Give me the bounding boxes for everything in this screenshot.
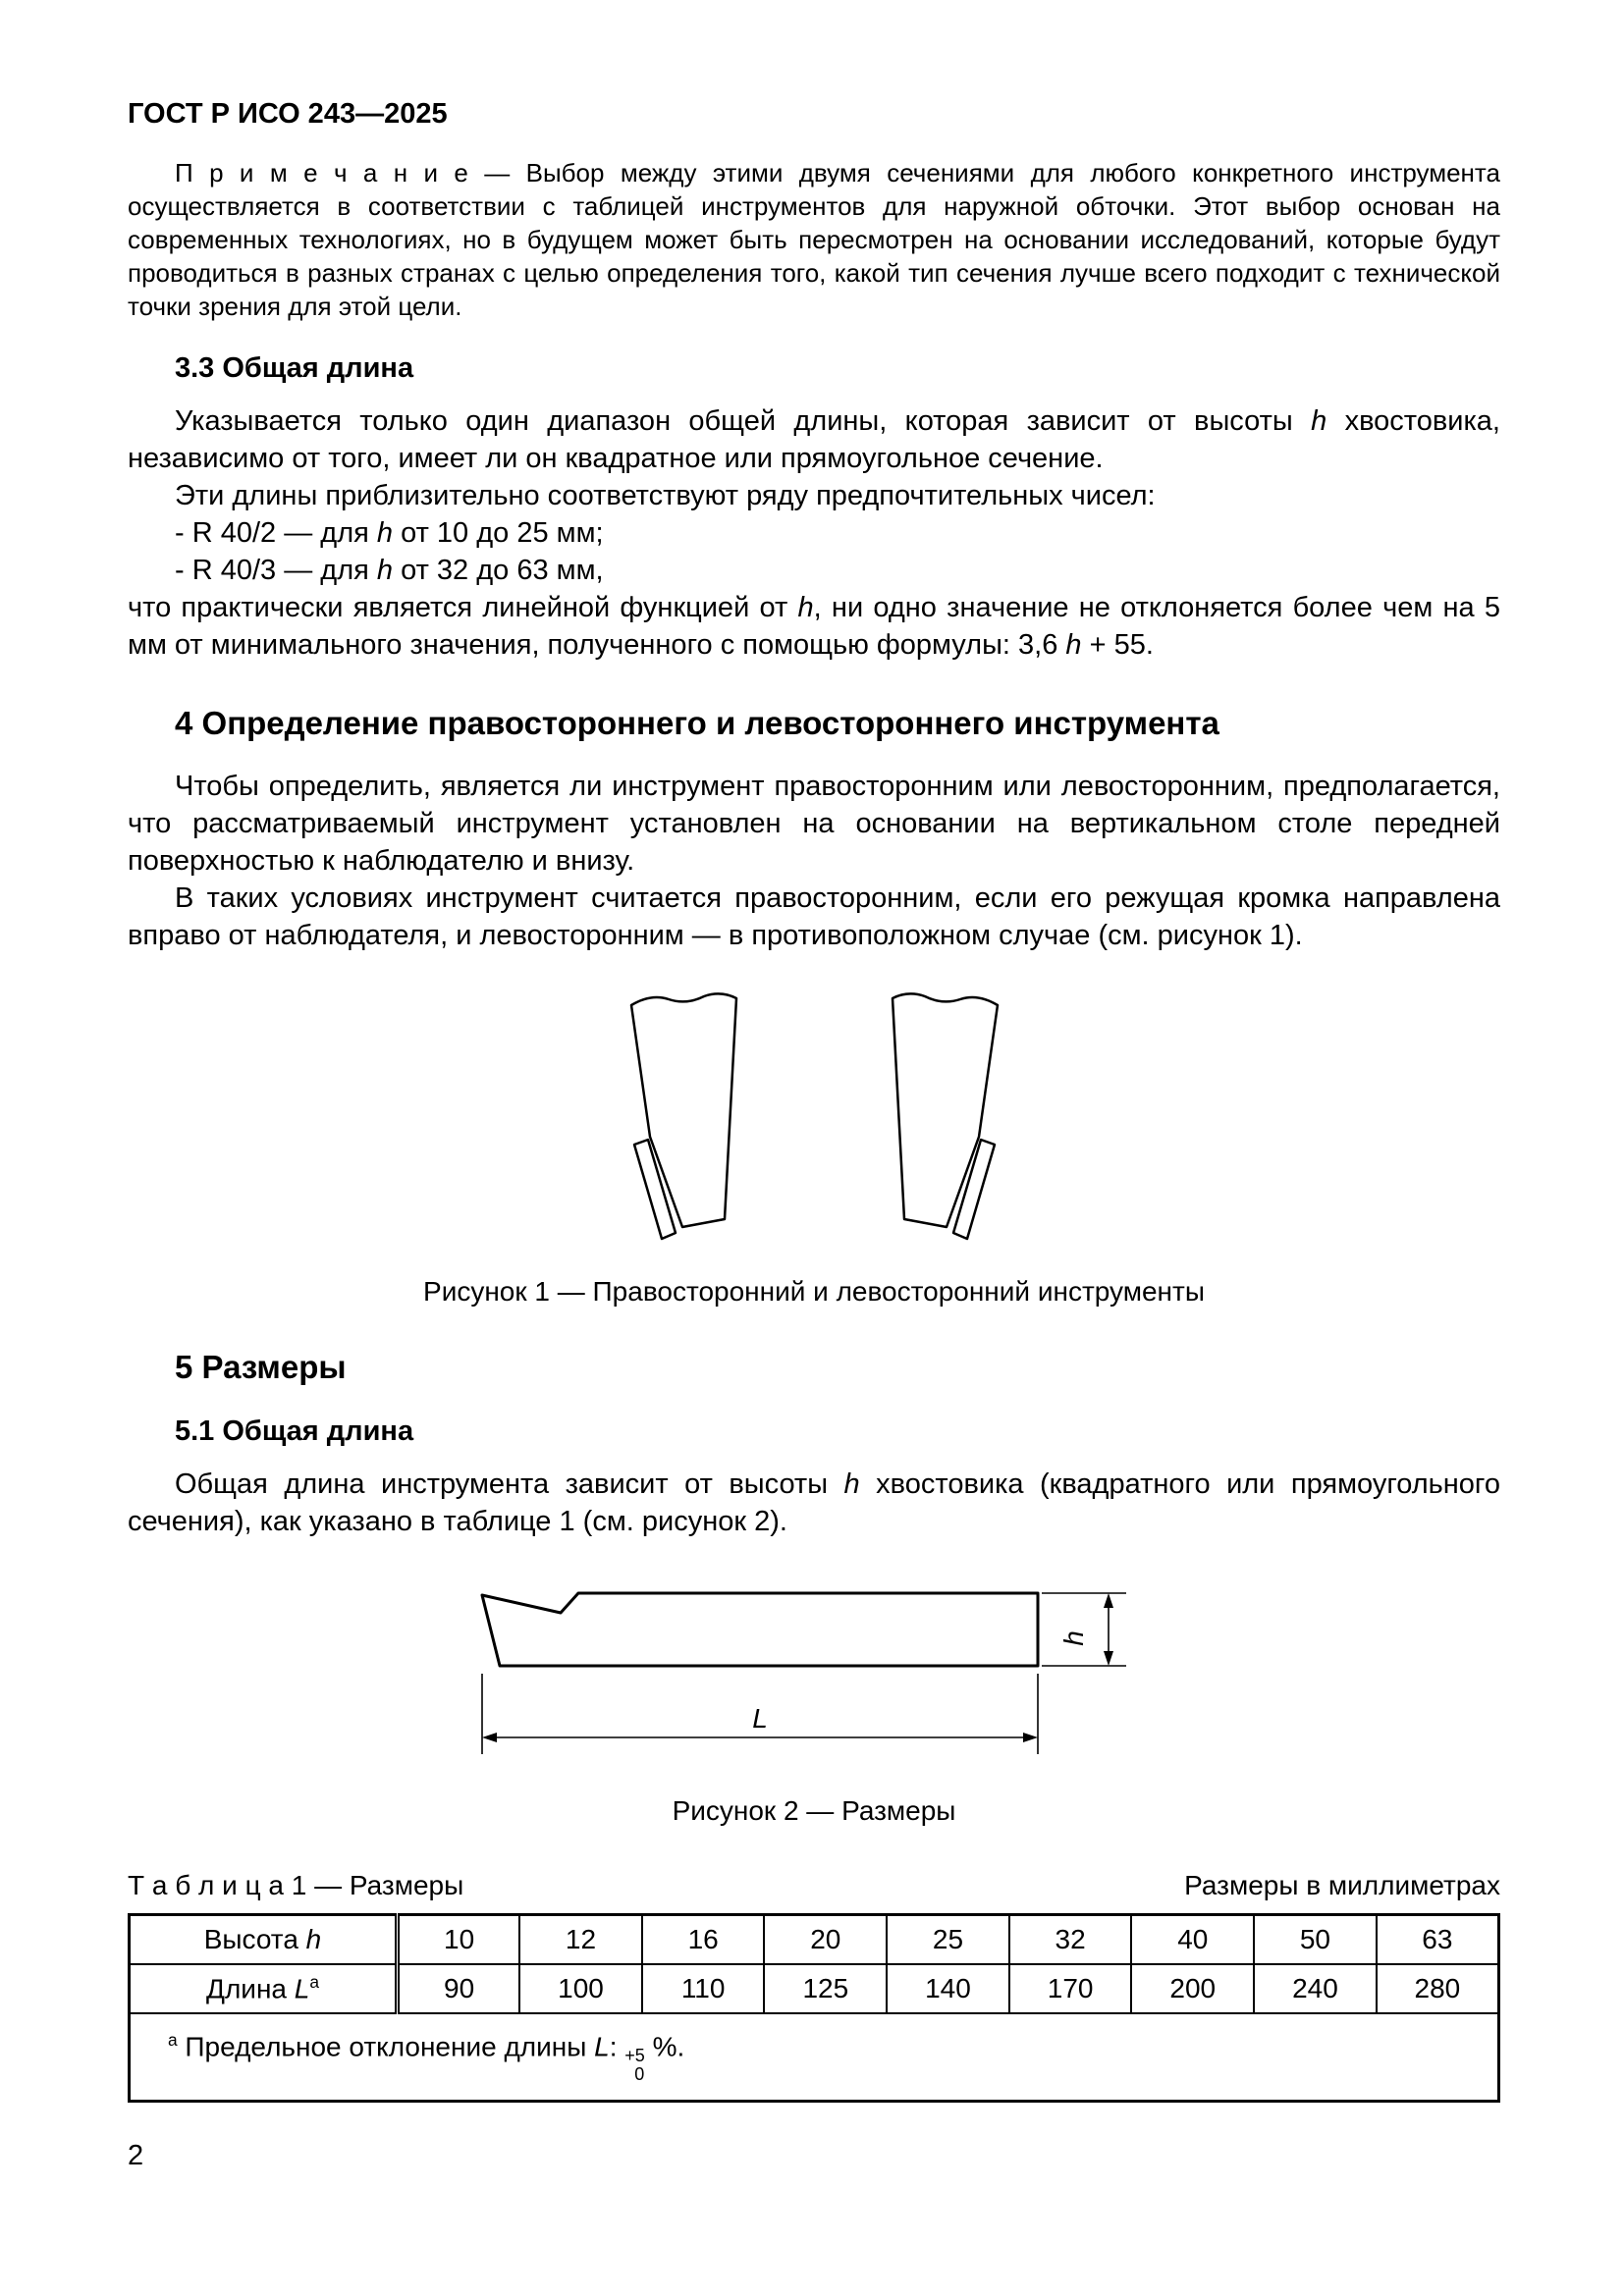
- length-value-cell: 140: [887, 1964, 1009, 2013]
- paragraph-section4-1: Чтобы определить, является ли инструмент правосторонним или левосторонним, предполагается, что рассматриваемый инструмент установлен на основании на вертикальном столе передней поверхностью к наблюдателю и внизу.: [128, 771, 1500, 877]
- table-caption-row: [128, 1870, 1500, 1901]
- text-run: Предельное отклонение длины: [177, 2030, 595, 2061]
- length-value-cell: 100: [519, 1964, 642, 2013]
- paragraph-section5-1: [128, 1466, 1500, 1540]
- note-label: П р и м е ч а н и е: [175, 158, 468, 187]
- footnote-marker: a: [309, 1971, 319, 1992]
- length-value-cell: 90: [398, 1964, 520, 2013]
- table-1-block: [128, 1870, 1500, 2103]
- tolerance-stack: [624, 2047, 645, 2084]
- paragraph-section4-2: В таких условиях инструмент считается правосторонним, если его режущая кромка направлена вправо от наблюдателя, и левосторонним — в противоположном случае (см. рисунок 1).: [128, 882, 1500, 951]
- arrowhead-down: [1104, 1651, 1113, 1666]
- note-paragraph: [128, 156, 1500, 323]
- table-row-length: [130, 1964, 1499, 2013]
- dimension-label-L: L: [752, 1703, 768, 1734]
- arrowhead-left: [482, 1733, 497, 1742]
- tool-side-outline: [482, 1593, 1038, 1666]
- right-side-tool-drawing: [596, 988, 763, 1253]
- footnote-marker: a: [168, 2029, 178, 2050]
- text-run: :: [609, 2030, 625, 2061]
- length-value-cell: 110: [642, 1964, 765, 2013]
- text-run: + 55.: [1081, 629, 1154, 661]
- variable-h: h: [305, 1923, 322, 1954]
- text-run: от 10 до 25 мм;: [393, 517, 604, 549]
- text-run: Указывается только один диапазон общей длины, которая зависит от высоты: [175, 405, 1312, 437]
- height-value-cell: 32: [1009, 1915, 1132, 1964]
- arrowhead-up: [1104, 1593, 1113, 1608]
- height-value-cell: 20: [764, 1915, 887, 1964]
- length-value-cell: 125: [764, 1964, 887, 2013]
- text-run: от 32 до 63 мм,: [393, 555, 604, 586]
- dimension-h: [1042, 1593, 1126, 1666]
- text-run: хвостовика, независимо от того, имеет ли он квадратное или прямоугольное сечение.: [128, 405, 1500, 474]
- height-value-cell: 63: [1377, 1915, 1499, 1964]
- text-run: - R 40/3 — для: [175, 555, 377, 586]
- dimension-label-h: h: [1058, 1630, 1089, 1646]
- height-value-cell: 50: [1254, 1915, 1377, 1964]
- variable-h: h: [376, 555, 394, 586]
- variable-h: h: [376, 517, 394, 549]
- tolerance-lower: 0: [634, 2063, 645, 2084]
- tolerance-upper: +5: [624, 2045, 645, 2065]
- variable-h: h: [797, 592, 814, 623]
- paragraph-overall-length-1: [128, 402, 1500, 477]
- text-run: хвостовика (квадратного или прямоугольного сечения), как указано в таблице 1 (см. рисунок 2).: [128, 1468, 1500, 1537]
- table-units-label: Размеры в миллиметрах: [1184, 1870, 1500, 1900]
- tool-side-view-drawing: [470, 1566, 1158, 1772]
- section-5-heading: 5 Размеры: [175, 1349, 347, 1385]
- note-text: — Выбор между этими двумя сечениями для любого конкретного инструмента осуществляется в соответствии с таблицей инструментов для наружной обточки. Этот выбор основан на современных технологиях, но в будущем может быть пересмотрен на основании исследований, которые будут проводиться в разных странах с целью определения того, какой тип сечения лучше всего подходит с технической точки зрения для этой цели.: [128, 158, 1500, 321]
- variable-h: h: [843, 1468, 860, 1500]
- row-header-length: [130, 1964, 398, 2013]
- height-value-cell: 16: [642, 1915, 765, 1964]
- height-value-cell: 25: [887, 1915, 1009, 1964]
- text-run: Длина: [206, 1973, 295, 2004]
- table-footnote: [130, 2013, 1499, 2102]
- figure-1: [128, 988, 1500, 1253]
- height-value-cell: 10: [398, 1915, 520, 1964]
- arrowhead-right: [1023, 1733, 1038, 1742]
- figure-2-caption: Рисунок 2 — Размеры: [672, 1795, 956, 1826]
- document-title: ГОСТ Р ИСО 243—2025: [128, 98, 448, 130]
- list-item-r40-3: [175, 552, 1500, 589]
- figure-2: [128, 1566, 1500, 1772]
- table-caption: Т а б л и ц а 1 — Размеры: [128, 1870, 464, 1900]
- length-value-cell: 200: [1131, 1964, 1254, 2013]
- text-run: Высота: [203, 1923, 306, 1954]
- variable-L: L: [594, 2030, 610, 2061]
- figure-1-caption: Рисунок 1 — Правосторонний и левосторонний инструменты: [423, 1276, 1205, 1307]
- length-value-cell: 240: [1254, 1964, 1377, 2013]
- list-item-r40-2: [175, 514, 1500, 552]
- paragraph-overall-length-2: Эти длины приблизительно соответствуют ряду предпочтительных чисел:: [175, 480, 1156, 511]
- variable-h: h: [1065, 629, 1082, 661]
- section-4-heading: 4 Определение правостороннего и левостороннего инструмента: [175, 705, 1219, 741]
- table-row-height: [130, 1915, 1499, 1964]
- section-3-3-heading: 3.3 Общая длина: [175, 352, 414, 384]
- text-run: , ни одно значение не отклоняется более чем на 5 мм от минимального значения, полученного с помощью формулы: 3,6: [128, 592, 1500, 661]
- height-value-cell: 40: [1131, 1915, 1254, 1964]
- length-value-cell: 170: [1009, 1964, 1132, 2013]
- row-header-height: [130, 1915, 398, 1964]
- left-side-tool-drawing: [866, 988, 1033, 1253]
- text-run: Общая длина инструмента зависит от высоты: [175, 1468, 844, 1500]
- text-run: - R 40/2 — для: [175, 517, 377, 549]
- text-run: %.: [644, 2030, 685, 2061]
- page-number: 2: [128, 2139, 144, 2171]
- table-footnote-row: [130, 2013, 1499, 2102]
- variable-L: L: [294, 1973, 310, 2004]
- text-run: что практически является линейной функцией от: [128, 592, 798, 623]
- variable-h: h: [1311, 405, 1327, 437]
- length-value-cell: 280: [1377, 1964, 1499, 2013]
- paragraph-overall-length-3: [128, 589, 1500, 664]
- section-5-1-heading: 5.1 Общая длина: [175, 1415, 414, 1447]
- height-value-cell: 12: [519, 1915, 642, 1964]
- dimensions-table: [128, 1913, 1500, 2103]
